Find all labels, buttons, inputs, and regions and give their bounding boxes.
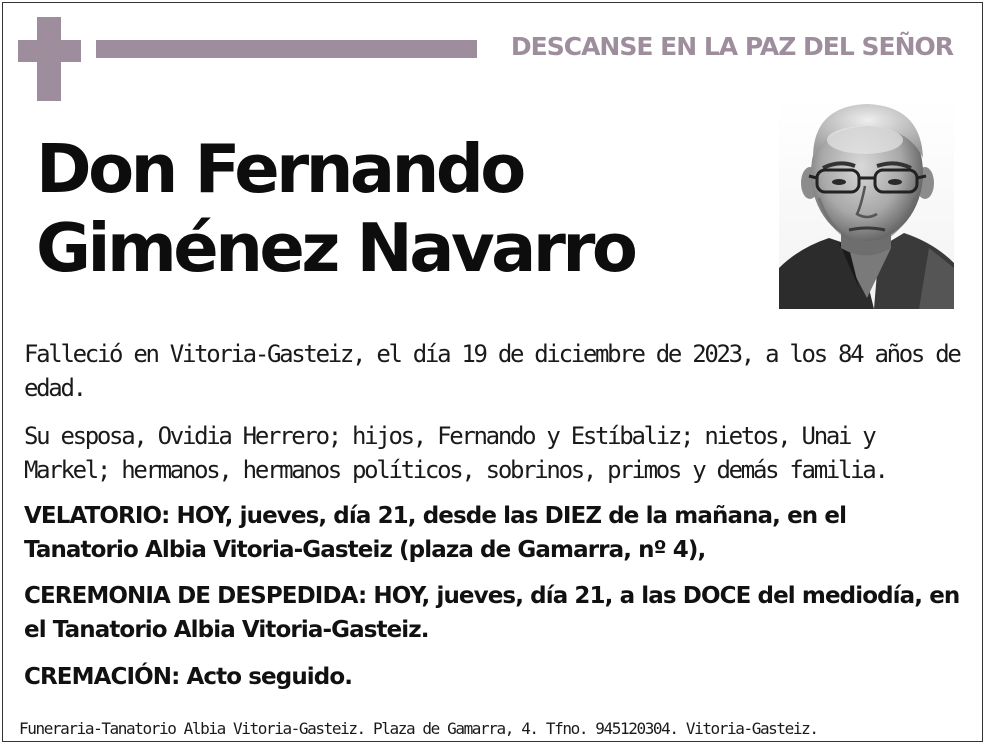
deceased-portrait-photo (779, 98, 954, 309)
deceased-name-line-1: Don Fernando (36, 130, 523, 208)
deceased-name-line-2: Giménez Navarro (36, 209, 635, 287)
death-announcement-paragraph: Falleció en Vitoria-Gasteiz, el día 19 de diciembre de 2023, a los 84 años de edad. (24, 340, 960, 402)
wake-paragraph: VELATORIO: HOY, jueves, día 21, desde las DIEZ de la mañana, en el Tanatorio Albia Vitoria-Gasteiz (plaza de Gamarra, nº 4), (24, 503, 847, 563)
header-divider-bar (96, 40, 477, 58)
ceremony-paragraph: CEREMONIA DE DESPEDIDA: HOY, jueves, día 21, a las DOCE del mediodía, en el Tanatorio Albia Vitoria-Gasteiz. (24, 583, 960, 643)
family-paragraph: Su esposa, Ovidia Herrero; hijos, Fernando y Estíbaliz; nietos, Unai y Markel; hermanos, hermanos políticos, sobrinos, primos y demás familia. (24, 422, 887, 484)
header-title: DESCANSE EN LA PAZ DEL SEÑOR (510, 32, 953, 61)
cremation-paragraph: CREMACIÓN: Acto seguido. (24, 664, 353, 690)
funeral-home-footer: Funeraria-Tanatorio Albia Vitoria-Gasteiz. Plaza de Gamarra, 4. Tfno. 945120304. Vitoria-Gasteiz. (19, 719, 818, 738)
